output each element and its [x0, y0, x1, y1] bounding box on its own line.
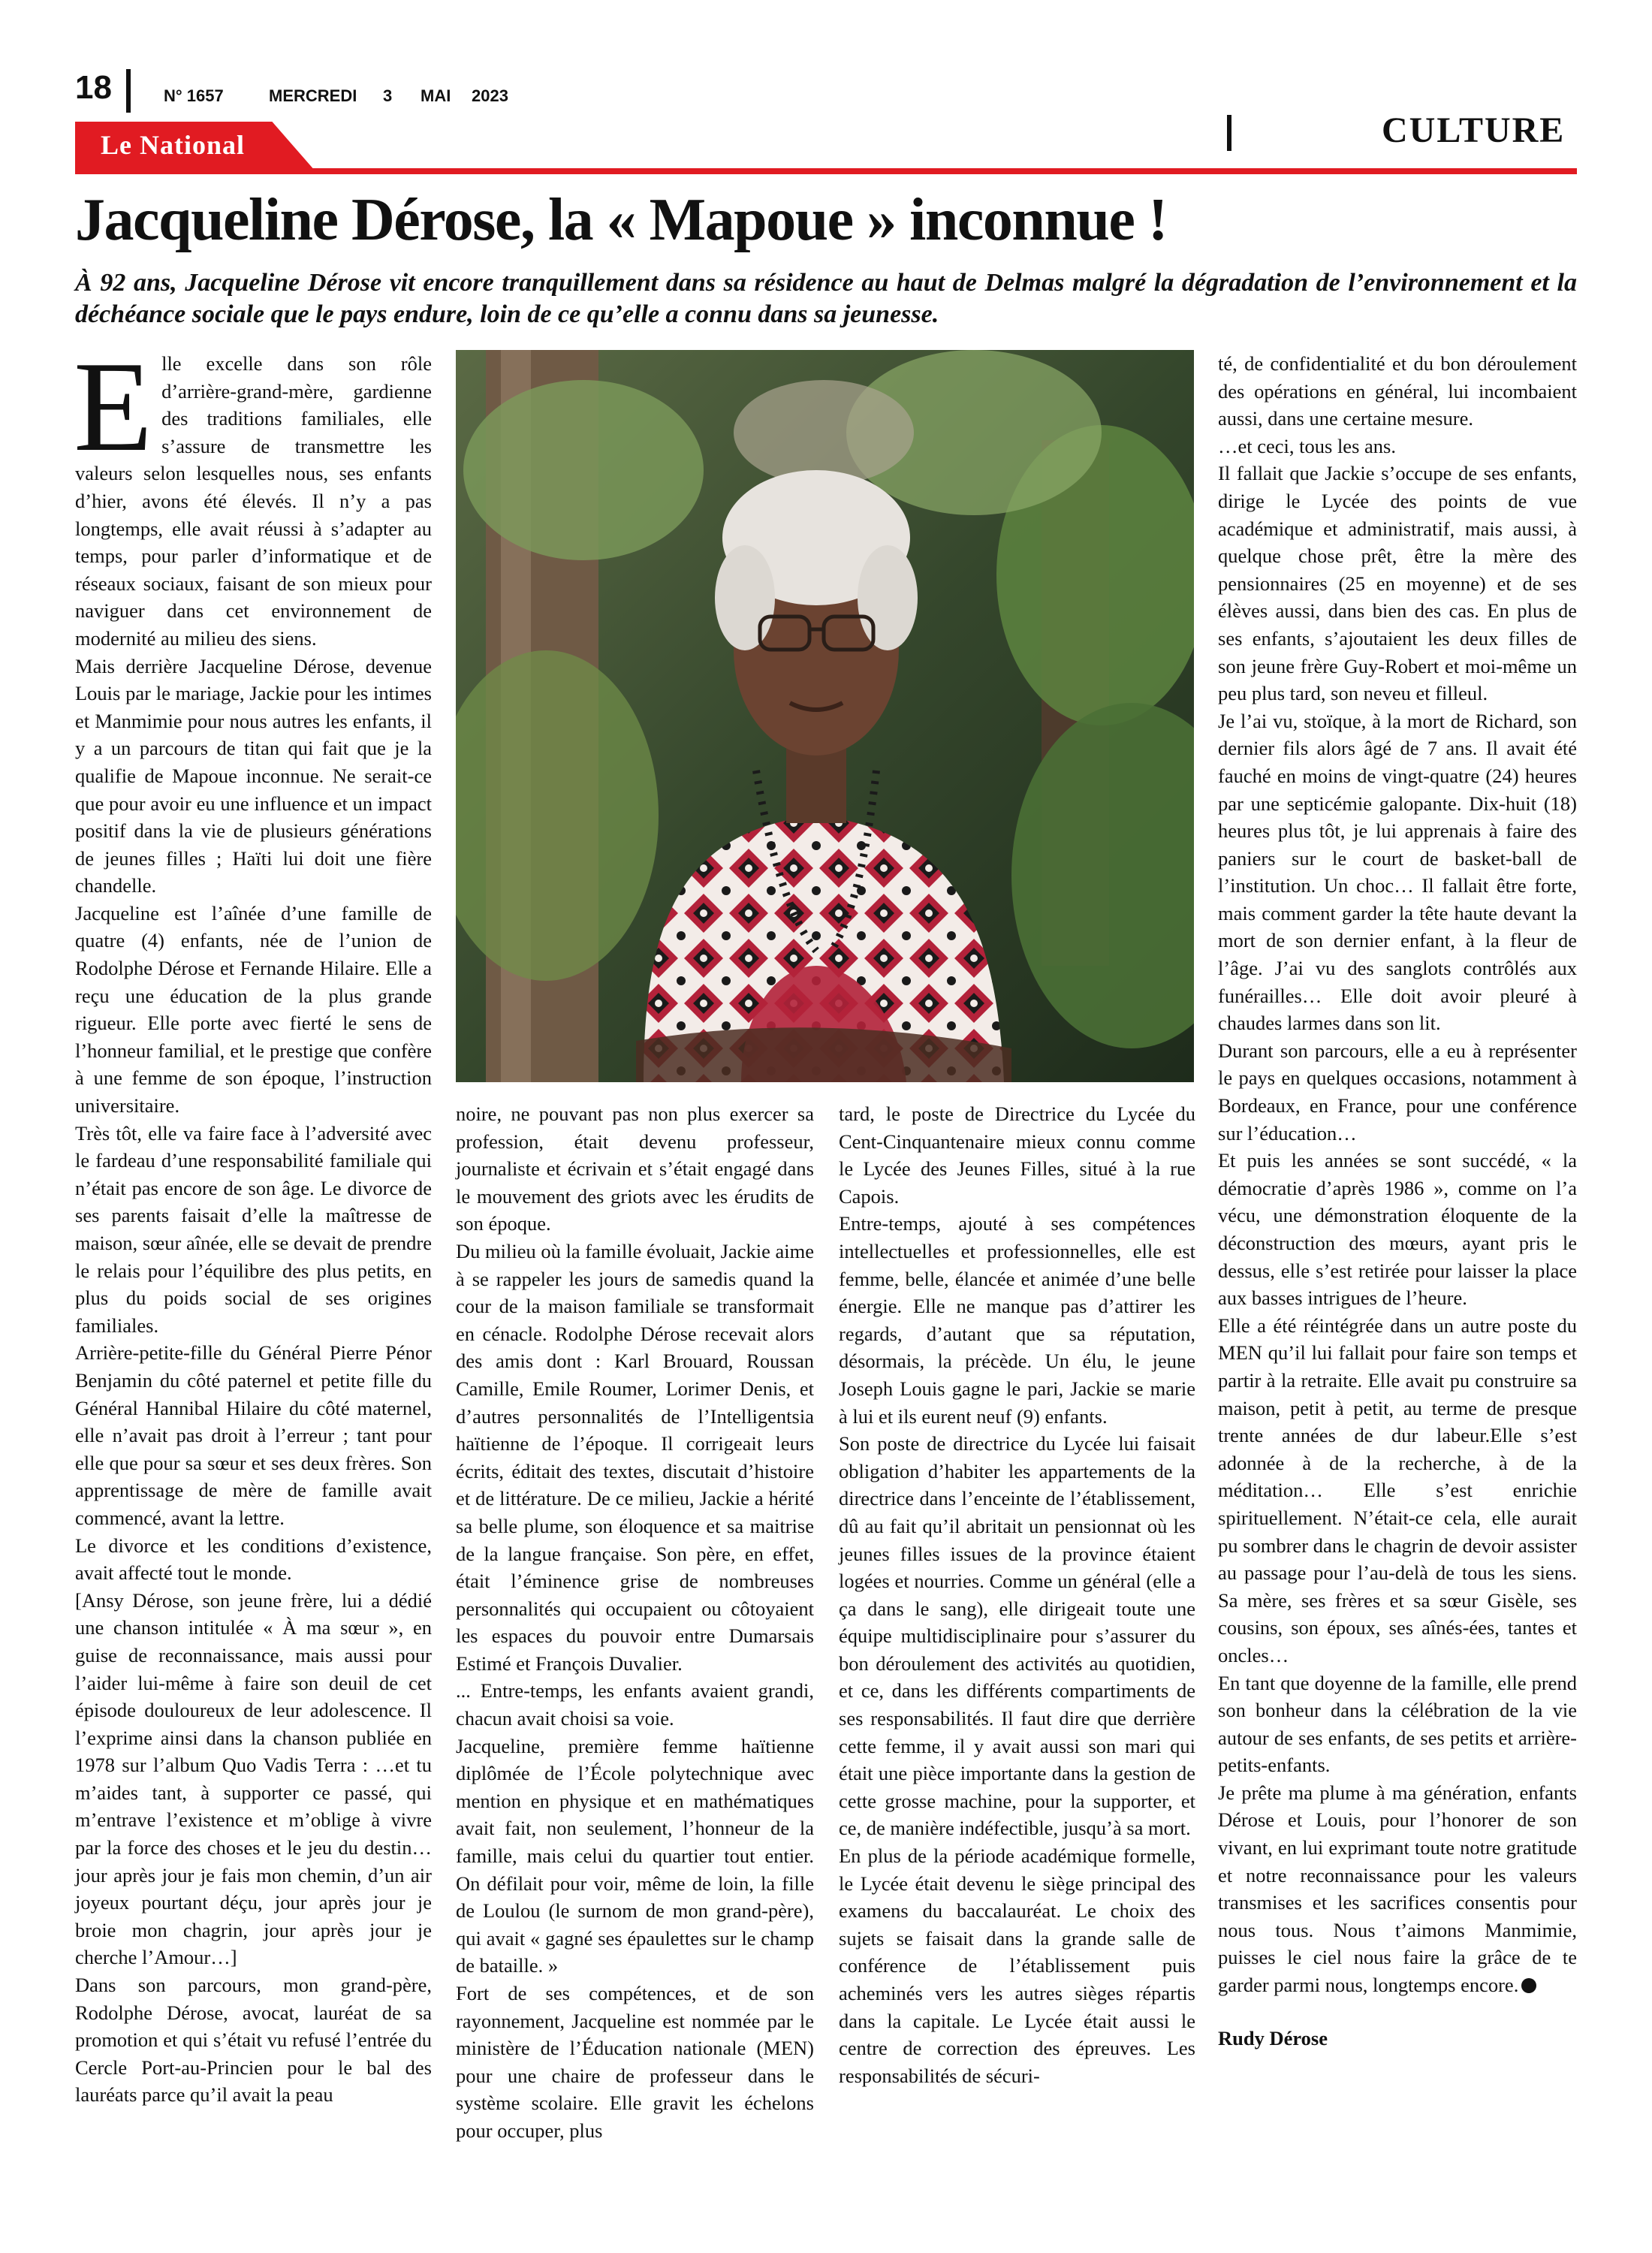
- paragraph: Jacqueline, première femme haïtienne diplômée de l’École polytechnique avec mention en physique et en mathématiques avait fait, non seulement, l’honneur de la famille, mais celui du quartier tout entier. On défilait pour voir, même de loin, la fille de Loulou (le surnom de mon grand-père), qui avait « gagné ses épaulettes sur le champ de bataille. »: [456, 1734, 814, 1977]
- article-title: Jacqueline Dérose, la « Mapoue » inconnue !: [75, 187, 1168, 253]
- first-paragraph-text: lle excelle dans son rôle d’arrière-grand-mère, gardienne des traditions familiales, elle s’assure de transmettre les valeurs selon lesquelles nous, ses enfants d’hier, avons été élevés. Il n’y a pas longtemps, elle avait réussi à s’adapter au temps, pour parler d’informatique et de réseaux sociaux, faisant de son mieux pour naviguer dans cet environnement de modernité au milieu des siens.: [75, 352, 432, 650]
- date-day: 3: [383, 86, 393, 105]
- paragraph: [Ansy Dérose, son jeune frère, lui a dédié une chanson intitulée « À ma sœur », en guise de reconnaissance, mais aussi pour l’aider lui-même à faire son deuil de cet épisode douloureux de leur adolescence. Il l’exprime ainsi dans la chanson publiée en 1978 sur l’album Quo Vadis Terra : …et tu m’aides tant, à supporter ce passé, qui m’entrave l’existence et m’oblige à vivre par la force des choses et le jeu du destin… jour après jour je fais mon chemin, d’un air joyeux pourtant déçu, jour après jour je broie mon chagrin, jour après jour je cherche l’Amour…]: [75, 1588, 432, 1969]
- date-weekday: MERCREDI: [269, 86, 357, 105]
- paragraph: Arrière-petite-fille du Général Pierre Pénor Benjamin du côté paternel et petite fille du Général Hannibal Hilaire du côté maternel, elle n’avait pas droit à l’erreur ; tant pour elle que pour sa sœur et ses deux frères. Son apprentissage de mère de famille avait commencé, avant la lettre.: [75, 1341, 432, 1529]
- article-column-1: [74, 336, 432, 2167]
- last-paragraph-text: Je prête ma plume à ma génération, enfants Dérose et Louis, pour l’honorer de son vivant, en lui exprimant toute notre gratitude et notre reconnaissance pour les valeurs transmises et les sacrifices consentis pour nous tous. Nous t’aimons Manmimie, puisses le ciel nous faire la grâce de te garder parmi nous, longtemps encore.: [1218, 1781, 1577, 1997]
- paragraph: Durant son parcours, elle a eu à représenter le pays en quelques occasions, notamment à Bordeaux, en France, pour une conférence sur l’éducation…: [1218, 1039, 1577, 1145]
- end-mark-icon: [1521, 1978, 1536, 1993]
- article-lead: À 92 ans, Jacqueline Dérose vit encore tranquillement dans sa résidence au haut de Delmas malgré la dégradation de l’environnement et la déchéance sociale que le pays endure, loin de ce qu’elle a connu dans sa jeunesse.: [75, 269, 1577, 328]
- last-paragraph: [1218, 1779, 1577, 1999]
- paragraph: Son poste de directrice du Lycée lui faisait obligation d’habiter les appartements de la directrice dans l’enceinte de l’établissement, dû au fait qu’il abritait un pensionnat où les jeunes filles issues de la province étaient logées et nourries. Comme un général (elle a ça dans le sang), elle dirigeait toute une équipe multidisciplinaire pour s’assurer du bon déroulement des activités au quotidien, et ce, dans les différents compartiments de ses responsabilités. Il faut dire que derrière cette femme, il y avait aussi son mari qui était une pièce importante dans la gestion de cette grosse machine, pour la supporter, et ce, de manière indéfectible, jusqu’à sa mort.: [839, 1432, 1195, 1840]
- paragraph: Très tôt, elle va faire face à l’adversité avec le fardeau d’une responsabilité familiale qui n’était pas encore de son âge. Le divorce de ses parents faisait d’elle la maîtresse de maison, sœur aînée, elle se devait de prendre le relais pour l’équilibre des plus petits, en plus du poids social de ses origines familiales.: [75, 1121, 432, 1337]
- paragraph: té, de confidentialité et du bon déroulement des opérations en général, lui incombaient aussi, dans une certaine mesure.: [1218, 352, 1577, 430]
- drop-cap: E: [74, 336, 153, 478]
- paragraph: Je l’ai vu, stoïque, à la mort de Richard, son dernier fils alors âgé de 7 ans. Il avait été fauché en moins de vingt-quatre (24) heures par une septicémie galopante. Dix-huit (18) heures plus tôt, je lui apprenais à faire des paniers sur le court de basket-ball de l’institution. Un choc… Il fallait être forte, mais comment garder la tête haute devant la mort de son dernier enfant, à la fleur de l’âge. J’ai vu des sanglots contrôlés aux funérailles… Elle doit avoir pleuré à chaudes larmes dans son lit.: [1218, 709, 1577, 1035]
- paragraph: Du milieu où la famille évoluait, Jackie aime à se rappeler les jours de samedis quand la cour de la maison familiale se transformait en cénacle. Rodolphe Dérose recevait alors des amis dont : Karl Brouard, Roussan Camille, Emile Roumer, Lorimer Denis, et d’autres personnalités de l’Intelligentsia haïtienne de l’époque. Il corrigeait leurs écrits, éditait des textes, discutait d’histoire et de littérature. De ce milieu, Jackie a hérité sa belle plume, son éloquence et sa maitrise de la langue française. Son père, en effet, était l’éminence grise de nombreuses personnalités qui occupaient ou côtoyaient les espaces du pouvoir entre Dumarsais Estimé et François Duvalier.: [456, 1239, 814, 1675]
- paragraph: Il fallait que Jackie s’occupe de ses enfants, dirige le Lycée des points de vue académique et administratif, mais aussi, à quelque chose prêt, être la mère des pensionnaires (25 en moyenne) et de ses élèves aussi, dans bien des cas. En plus de ses enfants, s’ajoutaient les deux filles de son jeune frère Guy-Robert et moi-même un peu plus tard, son neveu et filleul.: [1218, 462, 1577, 705]
- page-number-divider: [126, 69, 131, 113]
- author-signature: Rudy Dérose: [1218, 2026, 1328, 2049]
- article-column-3: [839, 1100, 1195, 2167]
- page-number: 18: [75, 69, 112, 106]
- date-month: MAI: [421, 86, 451, 105]
- paragraph: noire, ne pouvant pas non plus exercer sa profession, était devenu professeur, journaliste et écrivain et s’était engagé dans le mouvement des griots avec les érudits de son époque.: [456, 1102, 814, 1235]
- date-year: 2023: [472, 86, 508, 105]
- section-label: CULTURE: [1382, 110, 1566, 150]
- paragraph: Dans son parcours, mon grand-père, Rodolphe Dérose, avocat, lauréat de sa promotion et qui s’était vu refusé l’entrée du Cercle Port-au-Princien pour le bal des lauréats parce qu’il avait la peau: [75, 1974, 432, 2107]
- portrait-photo: [456, 350, 1194, 1082]
- header-rule: [75, 168, 1577, 174]
- brand-name: Le National: [101, 130, 246, 160]
- paragraph: Le divorce et les conditions d’existence, avait affecté tout le monde.: [75, 1534, 432, 1585]
- paragraph: En tant que doyenne de la famille, elle prend son bonheur dans la célébration de la vie autour de ses enfants, de ses petits et arrière-petits-enfants.: [1218, 1671, 1577, 1777]
- issue-number: N° 1657: [164, 86, 224, 105]
- paragraph: …et ceci, tous les ans.: [1218, 434, 1396, 457]
- paragraph: Et puis les années se sont succédé, « la démocratie d’après 1986 », comme on l’a vécu, une démonstration éloquente de la déconstruction des mœurs, ayant pris le dessus, elle s’est retirée pour laisser la place aux basses intrigues de l’heure.: [1218, 1149, 1577, 1310]
- portrait-illustration: [456, 350, 1194, 1082]
- paragraph: Jacqueline est l’aînée d’une famille de quatre (4) enfants, née de l’union de Rodolphe Dérose et Fernande Hilaire. Elle a reçu une éducation de la plus grande rigueur. Elle porte avec fierté le sens de l’honneur familial, et le prestige que confère à une femme de son époque, l’instruction universitaire.: [75, 901, 432, 1117]
- paragraph: Entre-temps, ajouté à ses compétences intellectuelles et professionnelles, elle est femme, belle, élancée et animée d’une belle énergie. Elle ne manque pas d’attirer les regards, d’autant que sa réputation, désormais, la précède. Un élu, le jeune Joseph Louis gagne le pari, Jackie se marie à lui et ils eurent neuf (9) enfants.: [839, 1212, 1195, 1428]
- article-column-2: [456, 1100, 814, 2167]
- article-column-4: [1218, 350, 1577, 2167]
- paragraph: Mais derrière Jacqueline Dérose, devenue Louis par le mariage, Jackie pour les intimes et Manmimie pour nous autres les enfants, il y a un parcours de titan qui fait que je la qualifie de Mapoue inconnue. Ne serait-ce que pour avoir eu une influence et un impact positif dans la vie de plusieurs générations de jeunes filles ; Haïti lui doit une fière chandelle.: [75, 654, 432, 897]
- paragraph: Fort de ses compétences, et de son rayonnement, Jacqueline est nommée par le ministère de l’Éducation nationale (MEN) pour une chaire de professeur dans le système scolaire. Elle gravit les échelons pour occuper, plus: [456, 1982, 814, 2142]
- paragraph: ... Entre-temps, les enfants avaient grandi, chacun avait choisi sa voie.: [456, 1679, 814, 1730]
- section-divider: [1227, 115, 1231, 151]
- paragraph: Elle a été réintégrée dans un autre poste du MEN qu’il lui fallait pour faire son temps et partir à la retraite. Elle avait pu construire sa maison, petit à petit, au terme de presque trente années de dur labeur.Elle s’est adonnée à de la recherche, à de la méditation… Elle s’est enrichie spirituellement. N’était-ce cela, elle aurait pu sombrer dans le chagrin de devoir assister au passage pour l’au-delà de tous les siens. Sa mère, ses frères et sa sœur Gisèle, ses cousins, son époux, ses aînés-ées, tantes et oncles…: [1218, 1313, 1577, 1666]
- paragraph: tard, le poste de Directrice du Lycée du Cent-Cinquantenaire mieux connu comme le Lycée des Jeunes Filles, situé à la rue Capois.: [839, 1102, 1195, 1208]
- paragraph: En plus de la période académique formelle, le Lycée était devenu le siège principal des examens du baccalauréat. Le choix des sujets se faisait dans la grande salle de conférence de l’établissement puis acheminés vers les autres sièges répartis dans la capitale. Le Lycée était aussi le centre de correction des épreuves. Les responsabilités de sécuri-: [839, 1844, 1195, 2087]
- first-paragraph: [74, 336, 432, 653]
